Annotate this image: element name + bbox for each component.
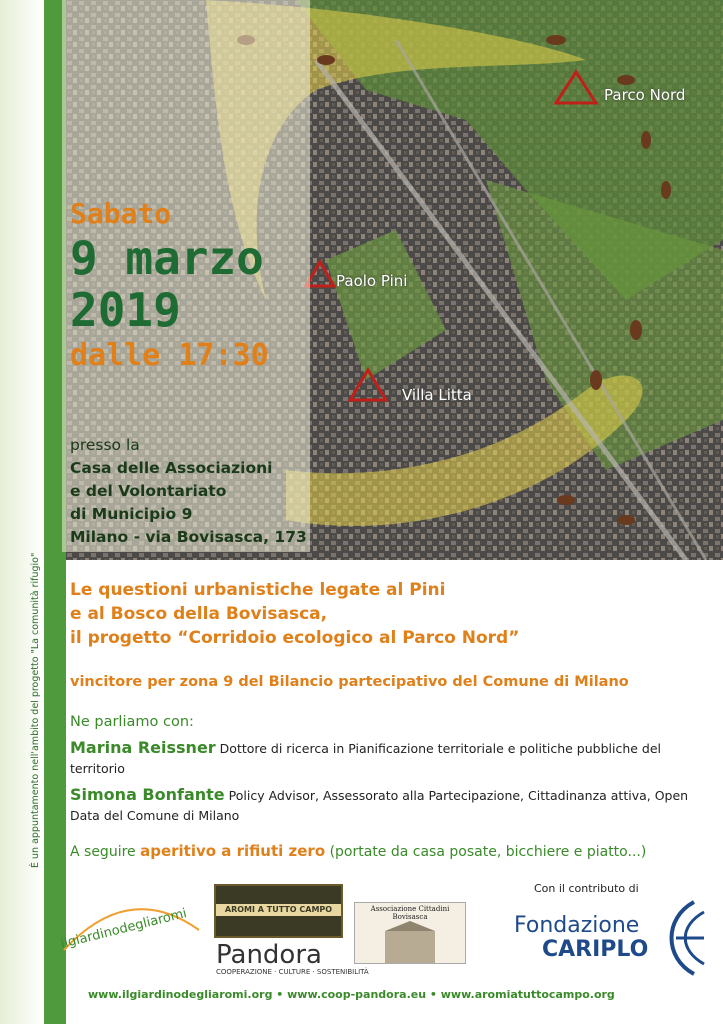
pandora-tagline: COOPERAZIONE · CULTURE · SOSTENIBILITÀ — [216, 968, 369, 976]
venue — [70, 434, 307, 549]
speaker-1 — [70, 738, 690, 779]
venue-line-1: presso la — [70, 436, 140, 454]
speaker-1-role: Dottore di ricerca in Pianificazione territoriale e politiche pubbliche del territorio — [70, 741, 662, 776]
event-time: dalle 17:30 — [70, 338, 269, 373]
event-year: 2019 — [70, 283, 181, 337]
speaker-1-name: Marina Reissner — [70, 738, 216, 757]
venue-line-4: di Municipio 9 — [70, 505, 193, 523]
aromi-logo-text: AROMI A TUTTO CAMPO — [216, 904, 341, 916]
speaker-2-name: Simona Bonfante — [70, 785, 225, 804]
map-label-parco-nord: Parco Nord — [604, 86, 686, 104]
aperitivo-prefix: A seguire — [70, 844, 136, 860]
aperitivo — [70, 842, 646, 860]
event-date — [70, 196, 269, 376]
headline — [70, 578, 519, 650]
speaker-2 — [70, 785, 690, 826]
event-date-text: 9 marzo — [70, 231, 264, 285]
headline-line-1: Le questioni urbanistiche legate al Pini — [70, 580, 446, 600]
pandora-logo: Pandora — [216, 940, 322, 970]
map-label-villa-litta: Villa Litta — [402, 386, 472, 404]
map-label-paolo-pini: Paolo Pini — [336, 272, 408, 290]
cariplo-line-1: Fondazione — [514, 913, 640, 938]
venue-line-3: e del Volontariato — [70, 482, 227, 500]
aromi-logo — [214, 884, 343, 938]
headline-line-3: il progetto “Corridoio ecologico al Parco Nord” — [70, 628, 520, 648]
aperitivo-highlight: aperitivo a rifiuti zero — [140, 842, 326, 860]
assoc-logo-image — [355, 921, 465, 967]
headline-line-4: vincitore per zona 9 del Bilancio partecipativo del Comune di Milano — [70, 674, 629, 690]
speaker-2-role: Policy Advisor, Assessorato alla Partecipazione, Cittadinanza attiva, Open Data del Comune di Milano — [70, 788, 689, 823]
venue-line-5: Milano - via Bovisasca, 173 — [70, 528, 307, 546]
event-day: Sabato — [70, 197, 172, 230]
cariplo-logo — [514, 914, 648, 962]
footer-urls: www.ilgiardinodegliaromi.org • www.coop-pandora.eu • www.aromiatuttocampo.org — [88, 988, 615, 1001]
headline-line-2: e al Bosco della Bovisasca, — [70, 604, 328, 624]
logos-row — [44, 870, 723, 980]
cariplo-line-2: CARIPLO — [542, 937, 649, 962]
venue-line-2: Casa delle Associazioni — [70, 459, 273, 477]
giardino-logo-text: ilgiardinodegliaromi — [59, 906, 189, 952]
aperitivo-suffix: (portate da casa posate, bicchiere e piatto...) — [329, 844, 647, 860]
contributo-label: Con il contributo di — [534, 882, 639, 895]
giardino-logo — [54, 890, 204, 960]
cariplo-mark — [654, 898, 710, 978]
assoc-logo-text: Associazione Cittadini Bovisasca — [370, 905, 450, 921]
side-note: È un appuntamento nell'ambito del progetto "La comunità rifugio" — [30, 552, 41, 868]
speakers-intro: Ne parliamo con: — [70, 714, 194, 730]
speakers — [70, 712, 690, 826]
assoc-logo — [354, 902, 466, 964]
